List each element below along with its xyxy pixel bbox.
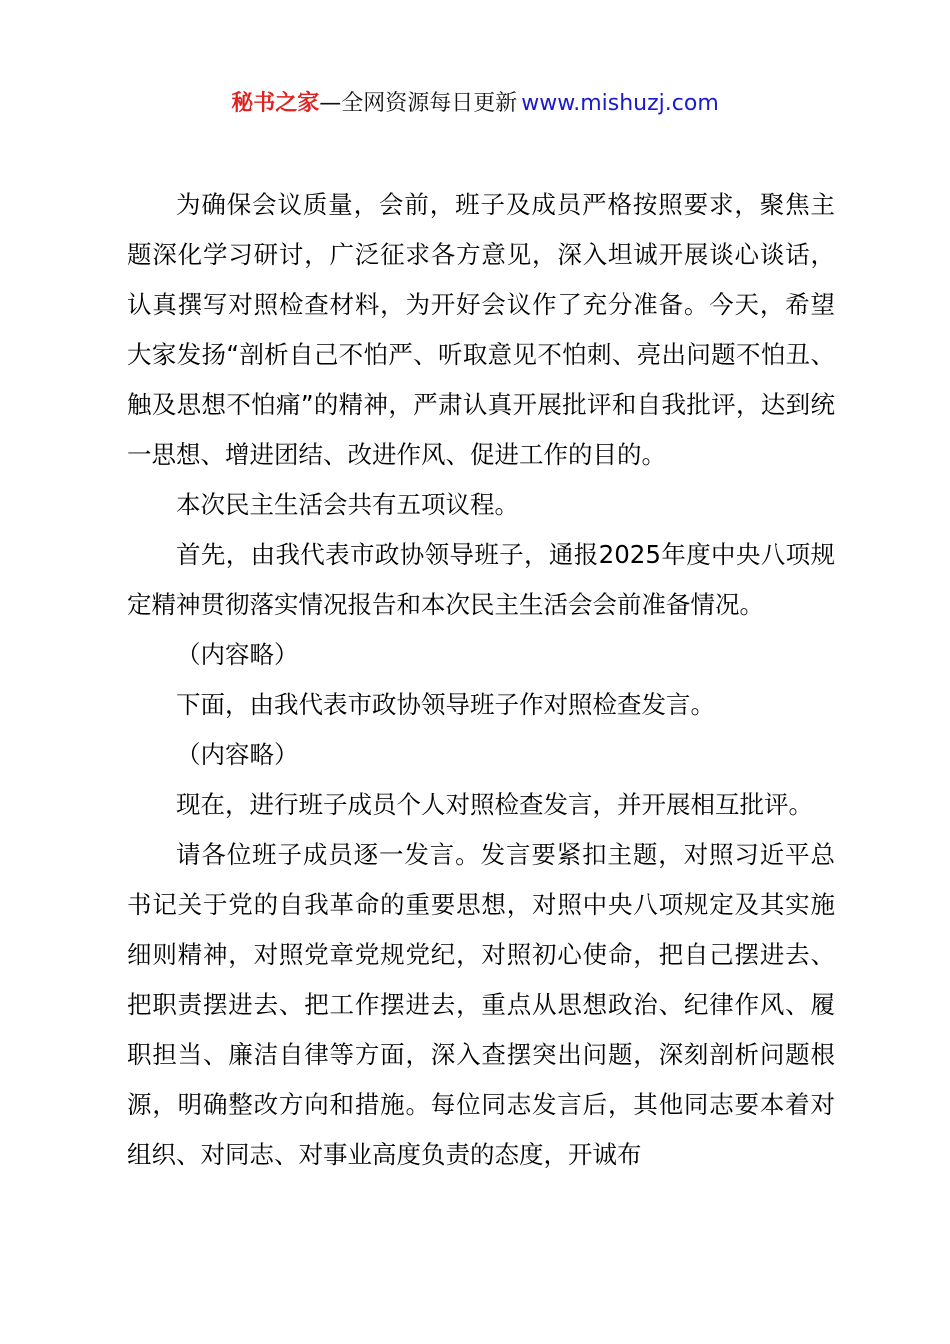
paragraph-content-omitted-1: （内容略）: [176, 640, 299, 669]
paragraph-agenda-count: 本次民主生活会共有五项议程。: [176, 490, 519, 519]
header-tagline: —全网资源每日更新: [319, 91, 518, 116]
paragraph-first-item: 首先，由我代表市政协领导班子，通报2025年度中央八项规定精神贯彻落实情况报告和本次民主生活会会前准备情况。: [127, 540, 835, 619]
paragraph-third-item: 现在，进行班子成员个人对照检查发言，并开展相互批评。: [176, 790, 813, 819]
document-body: [127, 180, 835, 1180]
paragraph-content-omitted-2: （内容略）: [176, 740, 299, 769]
paragraph-speaking-requirements: 请各位班子成员逐一发言。发言要紧扣主题，对照习近平总书记关于党的自我革命的重要思想，对照中央八项规定及其实施细则精神，对照党章党规党纪，对照初心使命，把自己摆进去、把职责摆进去、把工作摆进去，重点从思想政治、纪律作风、履职担当、廉洁自律等方面，深入查摆突出问题，深刻剖析问题根源，明确整改方向和措施。每位同志发言后，其他同志要本着对组织、对同志、对事业高度负责的态度，开诚布: [127, 840, 835, 1169]
paragraph-second-item: 下面，由我代表市政协领导班子作对照检查发言。: [176, 690, 715, 719]
page-header: [0, 88, 950, 120]
paragraph-meeting-preparation: 为确保会议质量，会前，班子及成员严格按照要求，聚焦主题深化学习研讨，广泛征求各方意见，深入坦诚开展谈心谈话，认真撰写对照检查材料，为开好会议作了充分准备。今天，希望大家发扬“剖析自己不怕严、听取意见不怕刺、亮出问题不怕丑、触及思想不怕痛”的精神，严肃认真开展批评和自我批评，达到统一思想、增进团结、改进作风、促进工作的目的。: [127, 190, 835, 469]
brand-name: 秘书之家: [231, 91, 320, 116]
site-url[interactable]: www.mishuzj.com: [521, 91, 719, 116]
